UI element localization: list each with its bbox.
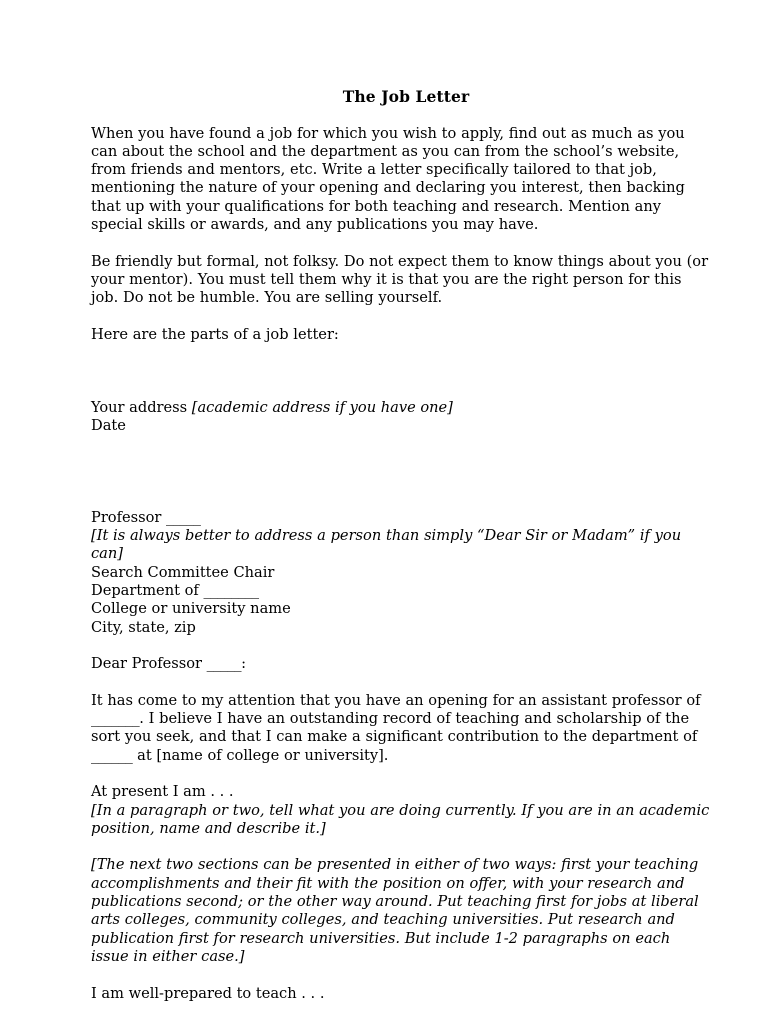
college-name-line: College or university name: [91, 600, 291, 618]
paragraph-opening: [91, 692, 711, 765]
salutation-blank: _____: [206, 655, 242, 673]
search-committee-line: Search Committee Chair: [91, 563, 275, 581]
spacer: [91, 344, 711, 399]
present-section-note: [In a paragraph or two, tell what you are doing currently. If you are in an academic position, name and describe it.]: [91, 801, 710, 837]
spacer: [91, 966, 711, 984]
your-address-line: [91, 399, 711, 417]
spacer: [91, 106, 711, 124]
opening-blank-field: _______: [91, 710, 140, 728]
spacer: [91, 838, 711, 856]
spacer: [91, 674, 711, 692]
present-section-lead: At present I am . . .: [91, 783, 234, 801]
city-state-zip-line: City, state, zip: [91, 618, 196, 636]
paragraph-parts-intro: Here are the parts of a job letter:: [91, 325, 339, 343]
professor-name-line: [91, 509, 711, 527]
your-address-label: Your address: [91, 399, 192, 417]
your-address-note: [academic address if you have one]: [191, 399, 453, 417]
paragraph-intro: When you have found a job for which you wish to apply, find out as much as you can about the school and the department as you can from the school’s website, from friends and mentors, etc. Write a letter specifically tailored to that job, mentioning the nature of your opening and declaring you interest, then backing that up with your qualifications for both teaching and research. Mention any special skills or awards, and any publications you may have.: [91, 124, 685, 234]
structure-note: [The next two sections can be presented in either of two ways: first your teaching accomplishments and their fit with the position on offer, with your research and publications second; or the other way around. Put teaching first for jobs at liberal arts colleges, community colleges, and teaching universities. Put research and publication first for research universities. But include 1-2 paragraphs on each issue in either case.]: [91, 856, 699, 965]
salutation-suffix: :: [241, 655, 247, 673]
salutation-prefix: Dear Professor: [91, 655, 207, 673]
spacer: [91, 436, 711, 491]
spacer: [91, 491, 711, 509]
page-title: The Job Letter: [342, 87, 470, 106]
spacer: [91, 308, 711, 326]
professor-label: Professor: [91, 508, 166, 526]
opening-blank-department: ______: [91, 746, 133, 764]
salutation-line: [91, 655, 711, 673]
document-body: [91, 88, 711, 1003]
date-line: Date: [91, 417, 126, 435]
department-line: [91, 582, 711, 600]
spacer: [91, 234, 711, 252]
opening-part3: at [name of college or university].: [132, 746, 389, 764]
department-label: Department of: [91, 582, 204, 600]
department-blank: ________: [203, 582, 259, 600]
spacer: [91, 765, 711, 783]
professor-name-blank: _____: [166, 508, 201, 526]
opening-part1: It has come to my attention that you have an opening for an assistant professor of: [91, 691, 701, 709]
address-person-note: [It is always better to address a person than simply “Dear Sir or Madam” if you can]: [91, 527, 682, 563]
opening-part2: . I believe I have an outstanding record of teaching and scholarship of the sort you seek, and that I can make a significant contribution to the department of: [91, 710, 698, 746]
spacer: [91, 637, 711, 655]
teaching-section-lead: I am well-prepared to teach . . .: [91, 984, 325, 1002]
paragraph-tone: Be friendly but formal, not folksy. Do not expect them to know things about you (or your mentor). You must tell them why it is that you are the right person for this job. Do not be humble. You are selling yourself.: [91, 252, 709, 307]
